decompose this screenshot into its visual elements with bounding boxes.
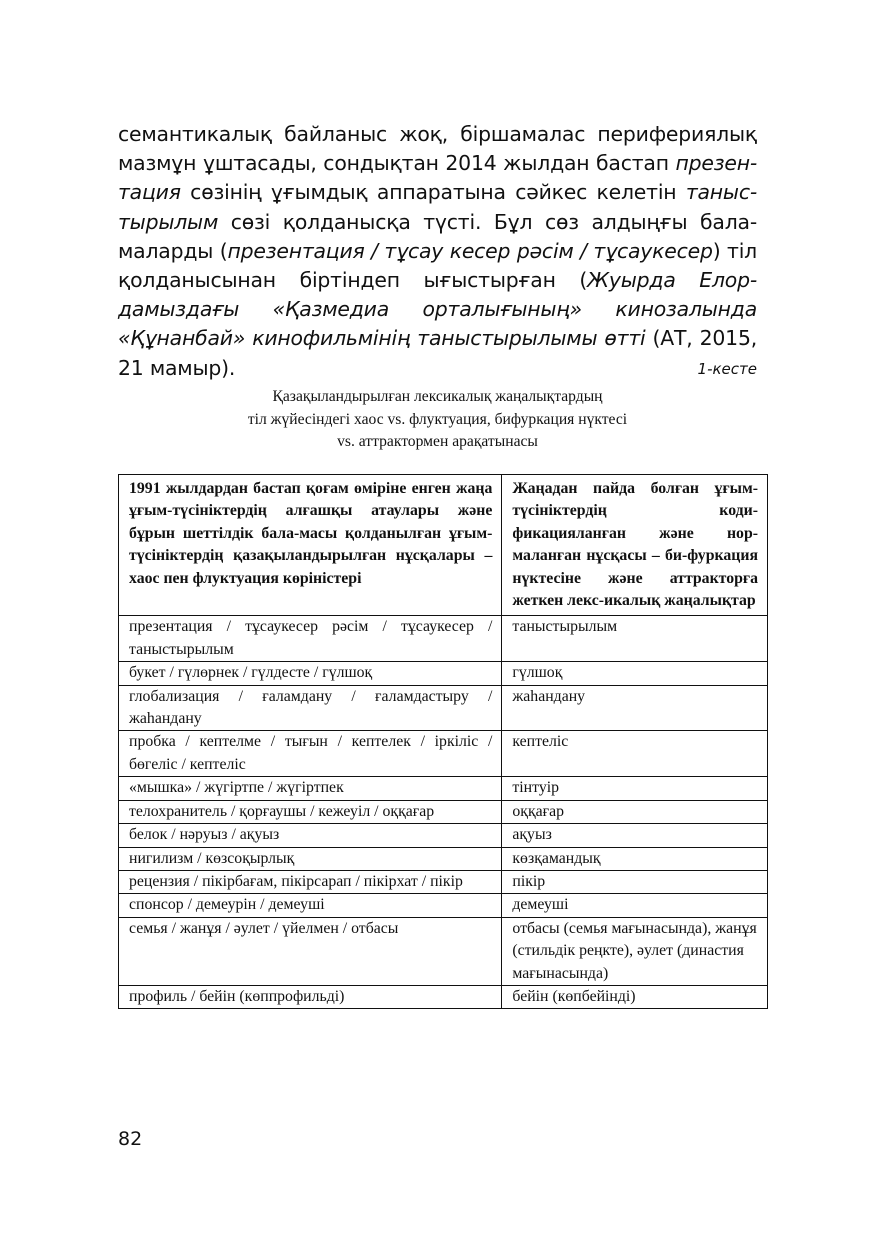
codified-cell: жаһандану <box>502 685 768 731</box>
codified-cell: бейін (көпбейінді) <box>502 985 768 1008</box>
variants-cell: презентация / тұсаукесер рәсім / тұсаукесер / таныстырылым <box>119 616 502 662</box>
variants-cell: белок / нәруыз / ақуыз <box>119 824 502 847</box>
paragraph-italic-3: презентация / тұсау кесер рәсім / тұсаукесер <box>227 238 713 263</box>
codified-cell: оққағар <box>502 800 768 823</box>
table-row <box>119 616 768 662</box>
caption-line-2: тіл жүйесіндегі хаос vs. флуктуация, бифуркация нүктесі <box>247 410 628 428</box>
header-cell-codified: Жаңадан пайда болған ұғым-түсініктердің коди-фикацияланған және нор-маланған нұсқасы – би-фуркация нүктесіне және аттракторға жеткен лекс-икалық жаңалықтар <box>502 475 768 616</box>
paragraph-text-4: ) тіл қолданысынан біртіндеп ығыстырған ( <box>118 238 757 293</box>
header-cell-chaos: 1991 жылдардан бастап қоғам өміріне енген жаңа ұғым-түсініктердің алғашқы атаулары және бұрын шеттілдік бала-масы қолданылған ұғым-түсініктердің қазақыландырылған нұсқалары – хаос пен флуктуация көріністері <box>119 475 502 616</box>
paragraph-text-3: сөзі қолданысқа түсті. Бұл сөз алдыңғы бала-маларды ( <box>118 209 757 263</box>
table-row <box>119 985 768 1008</box>
table-header-row <box>119 475 768 616</box>
variants-cell: рецензия / пікірбағам, пікірсарап / пікірхат / пікір <box>119 870 502 893</box>
table-row <box>119 870 768 893</box>
codified-cell: кептеліс <box>502 731 768 777</box>
caption-line-3: vs. аттрактормен арақатынасы <box>337 433 538 450</box>
variants-cell: телохранитель / қорғаушы / кежеуіл / оққағар <box>119 800 502 823</box>
table-row <box>119 894 768 917</box>
variants-cell: «мышка» / жүгіртпе / жүгіртпек <box>119 777 502 800</box>
codified-cell: гүлшоқ <box>502 662 768 685</box>
variants-cell: нигилизм / көзсоқырлық <box>119 847 502 870</box>
table-row <box>119 800 768 823</box>
variants-cell: профиль / бейін (көппрофильді) <box>119 985 502 1008</box>
page-number: 82 <box>118 1128 143 1150</box>
variants-cell: пробка / кептелме / тығын / кептелек / іркіліс / бөгеліс / кептеліс <box>119 731 502 777</box>
caption-line-1: Қазақыландырылған лексикалық жаңалықтардың <box>272 388 603 405</box>
table-row <box>119 685 768 731</box>
table-caption <box>118 386 757 454</box>
table-row <box>119 777 768 800</box>
table-row <box>119 917 768 985</box>
paragraph-text-5: (АТ, 2015, 21 мамыр). <box>118 326 757 380</box>
codified-cell: көзқамандық <box>502 847 768 870</box>
paragraph-italic-2: таныс-тырылым <box>118 180 757 234</box>
codified-cell: отбасы (семья мағынасында), жанұя (стильдік реңкте), әулет (династия мағынасында) <box>502 917 768 985</box>
body-paragraph <box>118 120 757 383</box>
lexical-innovations-table <box>118 474 768 1009</box>
variants-cell: семья / жанұя / әулет / үйелмен / отбасы <box>119 917 502 985</box>
paragraph-italic-1: презен-тация <box>118 151 757 205</box>
table-row <box>119 824 768 847</box>
codified-cell: тінтуір <box>502 777 768 800</box>
table-number-label: 1-кесте <box>697 360 757 378</box>
variants-cell: спонсор / демеурін / демеуші <box>119 894 502 917</box>
paragraph-text-2: сөзінің ұғымдық аппаратына сәйкес келетін <box>180 180 686 205</box>
variants-cell: букет / гүлөрнек / гүлдесте / гүлшоқ <box>119 662 502 685</box>
codified-cell: таныстырылым <box>502 616 768 662</box>
table-row <box>119 847 768 870</box>
codified-cell: пікір <box>502 870 768 893</box>
table-row <box>119 662 768 685</box>
codified-cell: ақуыз <box>502 824 768 847</box>
paragraph-text-1: семантикалық байланыс жоқ, біршамалас перифериялық мазмұн ұштасады, сондықтан 2014 жылдан бастап <box>118 122 757 176</box>
codified-cell: демеуші <box>502 894 768 917</box>
variants-cell: глобализация / ғаламдану / ғаламдастыру / жаһандану <box>119 685 502 731</box>
table-row <box>119 731 768 777</box>
paragraph-italic-4: Жуырда Елор-дамыздағы «Қазмедиа орталығының» кинозалында «Құнанбай» кинофильмінің таныстырылымы өтті <box>118 268 757 351</box>
